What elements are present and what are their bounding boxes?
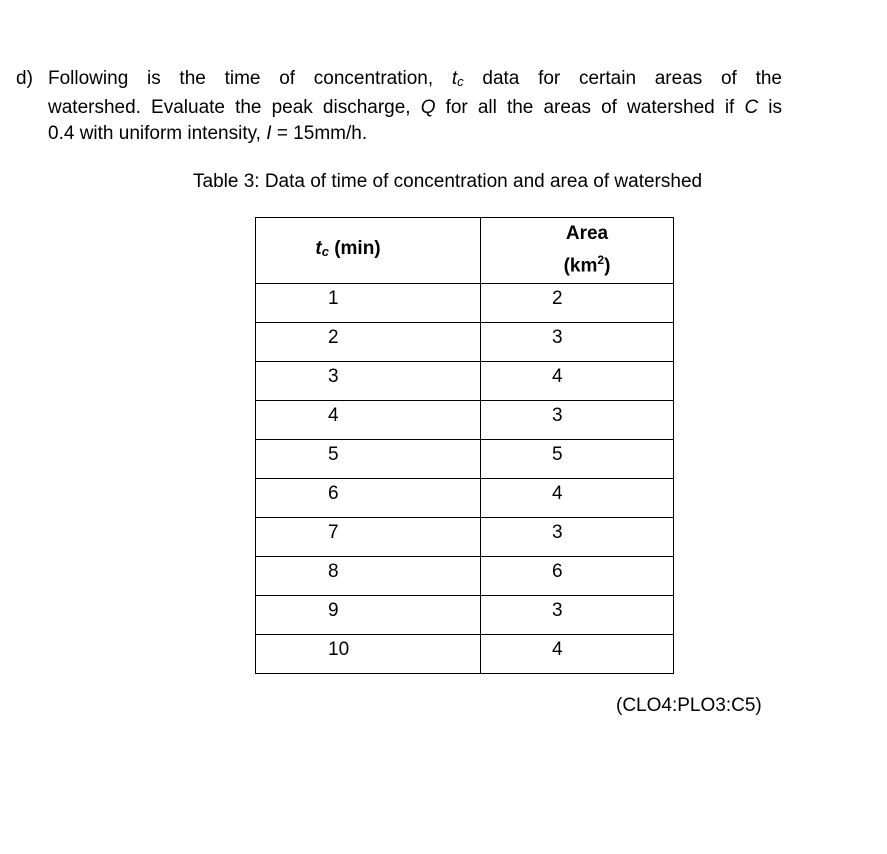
header-area-label: Area <box>565 223 609 245</box>
table-row <box>256 479 674 518</box>
question-line-2 <box>48 95 782 121</box>
header-tc-symbol: t <box>315 238 322 259</box>
question-line-1-b: data for certain areas of the <box>482 68 782 89</box>
table-row <box>256 323 674 362</box>
question-line-2-d: is <box>768 97 783 118</box>
header-tc-unit: (min) <box>328 238 381 259</box>
table-row <box>256 635 674 674</box>
outcome-code: (CLO4:PLO3:C5) <box>616 695 762 716</box>
tc-subscript: c <box>457 74 464 89</box>
cell-tc: 2 <box>256 323 481 362</box>
table-row <box>256 362 674 401</box>
header-tc-subscript: c <box>321 244 329 259</box>
cell-tc: 5 <box>256 440 481 479</box>
question-text <box>48 66 782 147</box>
cell-tc: 9 <box>256 596 481 635</box>
tc-symbol: t <box>451 68 458 89</box>
cell-area: 4 <box>481 635 674 674</box>
cell-tc: 1 <box>256 284 481 323</box>
header-area-unit-post: ) <box>604 255 611 277</box>
table-row <box>256 284 674 323</box>
cell-tc: 6 <box>256 479 481 518</box>
i-symbol: I <box>266 123 272 144</box>
cell-tc: 10 <box>256 635 481 674</box>
cell-area: 3 <box>481 518 674 557</box>
question-line-1-a: Following is the time of concentration, <box>48 68 434 89</box>
table-row <box>256 596 674 635</box>
cell-area: 4 <box>481 362 674 401</box>
table-header-row <box>256 218 674 284</box>
table-caption: Table 3: Data of time of concentration and area of watershed <box>193 171 703 192</box>
q-symbol: Q <box>420 97 436 118</box>
cell-tc: 3 <box>256 362 481 401</box>
table-row <box>256 557 674 596</box>
cell-area: 5 <box>481 440 674 479</box>
question-line-1 <box>48 66 782 95</box>
question-label: d) <box>16 68 33 89</box>
question-line-2-a: watershed. Evaluate the peak discharge, <box>48 97 411 118</box>
header-area-unit-sup: 2 <box>597 253 605 268</box>
table-row <box>256 518 674 557</box>
cell-tc: 8 <box>256 557 481 596</box>
cell-area: 3 <box>481 596 674 635</box>
cell-area: 3 <box>481 401 674 440</box>
header-tc <box>256 218 481 284</box>
c-symbol: C <box>744 97 759 118</box>
header-area <box>481 218 674 284</box>
question-line-3 <box>48 121 782 147</box>
question-d <box>16 66 782 147</box>
cell-area: 6 <box>481 557 674 596</box>
question-line-3-b: = 15mm/h. <box>276 123 368 144</box>
cell-area: 3 <box>481 323 674 362</box>
cell-area: 4 <box>481 479 674 518</box>
header-area-unit-pre: (km <box>563 255 598 277</box>
table-row <box>256 440 674 479</box>
cell-area: 2 <box>481 284 674 323</box>
cell-tc: 4 <box>256 401 481 440</box>
table-body <box>256 284 674 674</box>
question-line-3-a: 0.4 with uniform intensity, <box>48 123 261 144</box>
data-table <box>255 217 674 674</box>
cell-tc: 7 <box>256 518 481 557</box>
table-row <box>256 401 674 440</box>
question-line-2-b: for all the areas of watershed if <box>445 97 735 118</box>
